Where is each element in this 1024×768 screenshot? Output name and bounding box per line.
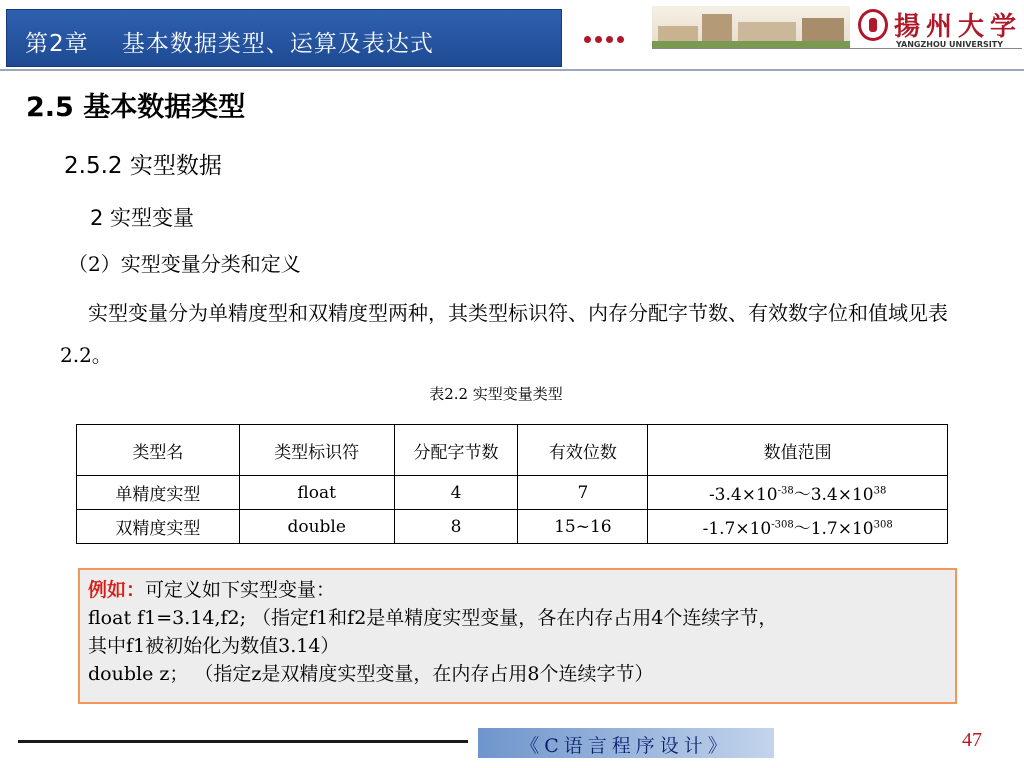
range-max-base: 1.7×10 bbox=[810, 519, 874, 539]
cell-identifier: double bbox=[239, 510, 394, 544]
university-english-name: YANGZHOU UNIVERSITY bbox=[896, 40, 1004, 49]
cell-bytes: 4 bbox=[394, 476, 518, 510]
range-min-exp: -38 bbox=[777, 485, 794, 497]
cell-identifier: float bbox=[239, 476, 394, 510]
subitem-title: （2）实型变量分类和定义 bbox=[68, 252, 301, 276]
header-range: 数值范围 bbox=[648, 425, 948, 476]
header-digits: 有效位数 bbox=[518, 425, 648, 476]
example-line: float f1=3.14,f2; （指定f1和f2是单精度实型变量，各在内存占用4个连续字节， bbox=[88, 607, 778, 629]
section-title: 2.5 基本数据类型 bbox=[26, 92, 246, 123]
example-intro: 可定义如下实型变量： bbox=[145, 579, 336, 601]
range-sep: ～ bbox=[793, 485, 811, 505]
slide-header bbox=[0, 0, 1024, 72]
example-box bbox=[78, 568, 957, 704]
table-caption-wrap bbox=[0, 383, 1024, 404]
example-intro-line bbox=[88, 576, 947, 604]
chapter-bar bbox=[6, 9, 562, 67]
table-caption: 表2.2 实型变量类型 bbox=[429, 385, 563, 403]
university-logo-icon bbox=[858, 9, 888, 41]
real-type-table bbox=[76, 424, 948, 544]
cell-bytes: 8 bbox=[394, 510, 518, 544]
table-header-row bbox=[77, 425, 948, 476]
footer-bar bbox=[478, 728, 774, 758]
example-label: 例如： bbox=[88, 579, 146, 601]
cell-type-name: 单精度实型 bbox=[77, 476, 240, 510]
example-line: 其中f1被初始化为数值3.14） bbox=[88, 635, 340, 657]
cell-type-name: 双精度实型 bbox=[77, 510, 240, 544]
decorative-dots bbox=[584, 36, 624, 43]
range-max-base: 3.4×10 bbox=[810, 485, 874, 505]
table-row bbox=[77, 476, 948, 510]
header-rule bbox=[0, 69, 1024, 71]
range-max-exp: 38 bbox=[873, 485, 887, 497]
chapter-title: 第2章 基本数据类型、运算及表达式 bbox=[25, 31, 434, 57]
cell-range bbox=[648, 510, 948, 544]
cell-digits: 7 bbox=[518, 476, 648, 510]
campus-image bbox=[652, 6, 850, 48]
item-title: 2 实型变量 bbox=[90, 206, 195, 230]
range-min-base: -3.4×10 bbox=[708, 485, 778, 505]
cell-digits: 15~16 bbox=[518, 510, 648, 544]
page-number: 47 bbox=[962, 729, 982, 751]
example-line: double z； （指定z是双精度实型变量，在内存占用8个连续字节） bbox=[88, 663, 654, 685]
header-bytes: 分配字节数 bbox=[394, 425, 518, 476]
footer-rule bbox=[18, 740, 468, 743]
range-max-exp: 308 bbox=[873, 519, 893, 531]
range-min-exp: -308 bbox=[771, 519, 794, 531]
cell-range bbox=[648, 476, 948, 510]
table-row bbox=[77, 510, 948, 544]
subsection-title: 2.5.2 实型数据 bbox=[64, 153, 222, 179]
range-min-base: -1.7×10 bbox=[702, 519, 772, 539]
university-name: 揚州大学 bbox=[894, 12, 1023, 42]
range-sep: ～ bbox=[793, 519, 811, 539]
body-paragraph: 实型变量分为单精度型和双精度型两种，其类型标识符、内存分配字节数、有效数字位和值域见表2.2。 bbox=[60, 301, 948, 367]
course-title: 《C语言程序设计》 bbox=[520, 735, 732, 757]
header-type-name: 类型名 bbox=[77, 425, 240, 476]
header-identifier: 类型标识符 bbox=[239, 425, 394, 476]
